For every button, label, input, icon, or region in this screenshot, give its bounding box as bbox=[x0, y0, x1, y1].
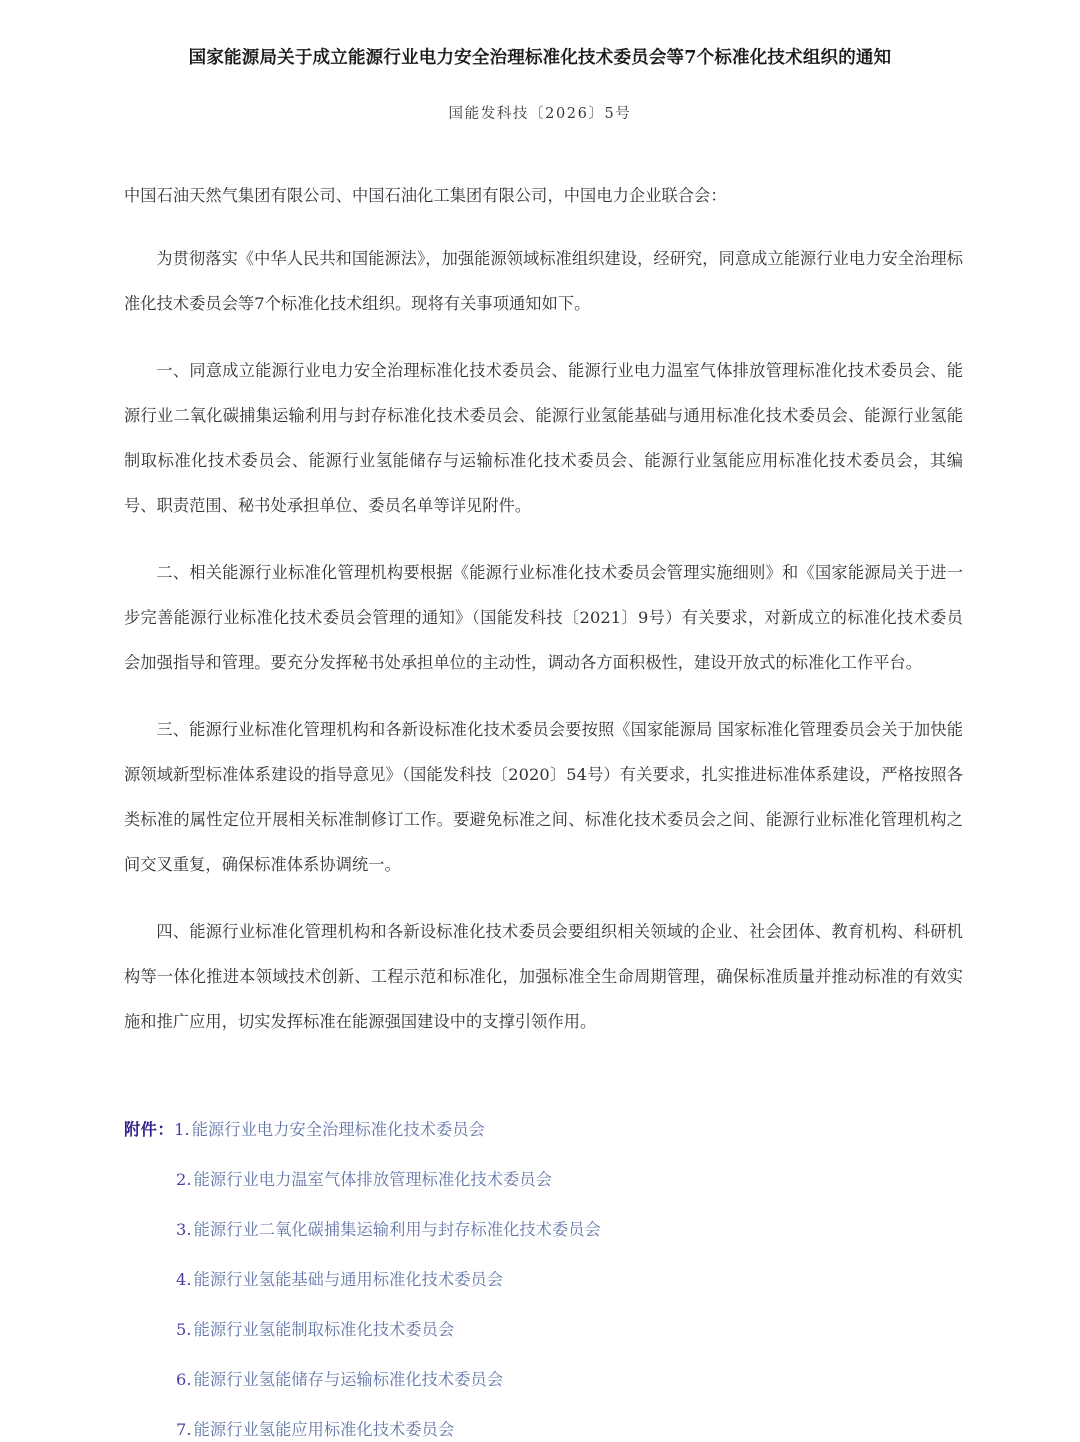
attachment-row-3 bbox=[124, 1218, 963, 1242]
attachment-text-1: 能源行业电力安全治理标准化技术委员会 bbox=[191, 1120, 485, 1139]
attachment-number-5: 5. bbox=[176, 1320, 192, 1339]
body-paragraph-5: 四、能源行业标准化管理机构和各新设标准化技术委员会要组织相关领域的企业、社会团体、教育机构、科研机构等一体化推进本领域技术创新、工程示范和标准化，加强标准全生命周期管理，确保标准质量并推动标准的有效实施和推广应用，切实发挥标准在能源强国建设中的支撑引领作用。 bbox=[124, 922, 963, 1031]
attachment-link-6[interactable] bbox=[176, 1368, 503, 1392]
body-paragraph-2: 一、同意成立能源行业电力安全治理标准化技术委员会、能源行业电力温室气体排放管理标准化技术委员会、能源行业二氧化碳捕集运输利用与封存标准化技术委员会、能源行业氢能基础与通用标准化技术委员会、能源行业氢能制取标准化技术委员会、能源行业氢能储存与运输标准化技术委员会、能源行业氢能应用标准化技术委员会，其编号、职责范围、秘书处承担单位、委员名单等详见附件。 bbox=[124, 361, 963, 515]
body-paragraph-4: 三、能源行业标准化管理机构和各新设标准化技术委员会要按照《国家能源局 国家标准化管理委员会关于加快能源领域新型标准体系建设的指导意见》（国能发科技〔2020〕54号）有关要求，扎实推进标准体系建设，严格按照各类标准的属性定位开展相关标准制修订工作。要避免标准之间、标准化技术委员会之间、能源行业标准化管理机构之间交叉重复，确保标准体系协调统一。 bbox=[124, 720, 963, 874]
attachment-number-6: 6. bbox=[176, 1370, 192, 1389]
attachment-text-2: 能源行业电力温室气体排放管理标准化技术委员会 bbox=[193, 1170, 552, 1189]
attachment-text-5: 能源行业氢能制取标准化技术委员会 bbox=[193, 1320, 455, 1339]
attachment-text-6: 能源行业氢能储存与运输标准化技术委员会 bbox=[193, 1370, 504, 1389]
body-paragraph-1: 为贯彻落实《中华人民共和国能源法》，加强能源领域标准组织建设，经研究，同意成立能源行业电力安全治理标准化技术委员会等7个标准化技术组织。现将有关事项通知如下。 bbox=[124, 249, 963, 313]
attachment-number-2: 2. bbox=[176, 1170, 192, 1189]
attachment-text-3: 能源行业二氧化碳捕集运输利用与封存标准化技术委员会 bbox=[193, 1220, 601, 1239]
document-number: 国能发科技〔2026〕5号 bbox=[448, 106, 632, 122]
attachment-link-7[interactable] bbox=[176, 1418, 454, 1442]
body-paragraph-3: 二、相关能源行业标准化管理机构要根据《能源行业标准化技术委员会管理实施细则》和《国家能源局关于进一步完善能源行业标准化技术委员会管理的通知》（国能发科技〔2021〕9号）有关要求，对新成立的标准化技术委员会加强指导和管理。要充分发挥秘书处承担单位的主动性，调动各方面积极性，建设开放式的标准化工作平台。 bbox=[124, 563, 963, 672]
document-body bbox=[0, 125, 1080, 1044]
attachment-row-7 bbox=[124, 1418, 963, 1442]
attachment-number-4: 4. bbox=[176, 1270, 192, 1289]
attachment-row-6 bbox=[124, 1368, 963, 1392]
attachment-link-3[interactable] bbox=[176, 1218, 601, 1242]
attachment-text-7: 能源行业氢能应用标准化技术委员会 bbox=[193, 1420, 455, 1439]
attachment-text-4: 能源行业氢能基础与通用标准化技术委员会 bbox=[193, 1270, 504, 1289]
attachment-link-2[interactable] bbox=[176, 1168, 552, 1192]
attachment-number-7: 7. bbox=[176, 1420, 192, 1439]
attachment-row-2 bbox=[124, 1168, 963, 1192]
attachment-row-4 bbox=[124, 1268, 963, 1292]
document-title: 国家能源局关于成立能源行业电力安全治理标准化技术委员会等7个标准化技术组织的通知 bbox=[188, 48, 892, 68]
attachment-link-5[interactable] bbox=[176, 1318, 454, 1342]
attachment-label: 附件： bbox=[124, 1120, 175, 1139]
attachment-link-4[interactable] bbox=[176, 1268, 503, 1292]
salutation-line: 中国石油天然气集团有限公司、中国石油化工集团有限公司，中国电力企业联合会： bbox=[124, 186, 727, 205]
attachment-list bbox=[0, 1066, 1080, 1442]
attachment-row-1 bbox=[124, 1118, 963, 1142]
attachment-link-1[interactable] bbox=[174, 1118, 485, 1142]
attachment-row-5 bbox=[124, 1318, 963, 1342]
attachment-number-1: 1. bbox=[174, 1120, 190, 1139]
attachment-number-3: 3. bbox=[176, 1220, 192, 1239]
